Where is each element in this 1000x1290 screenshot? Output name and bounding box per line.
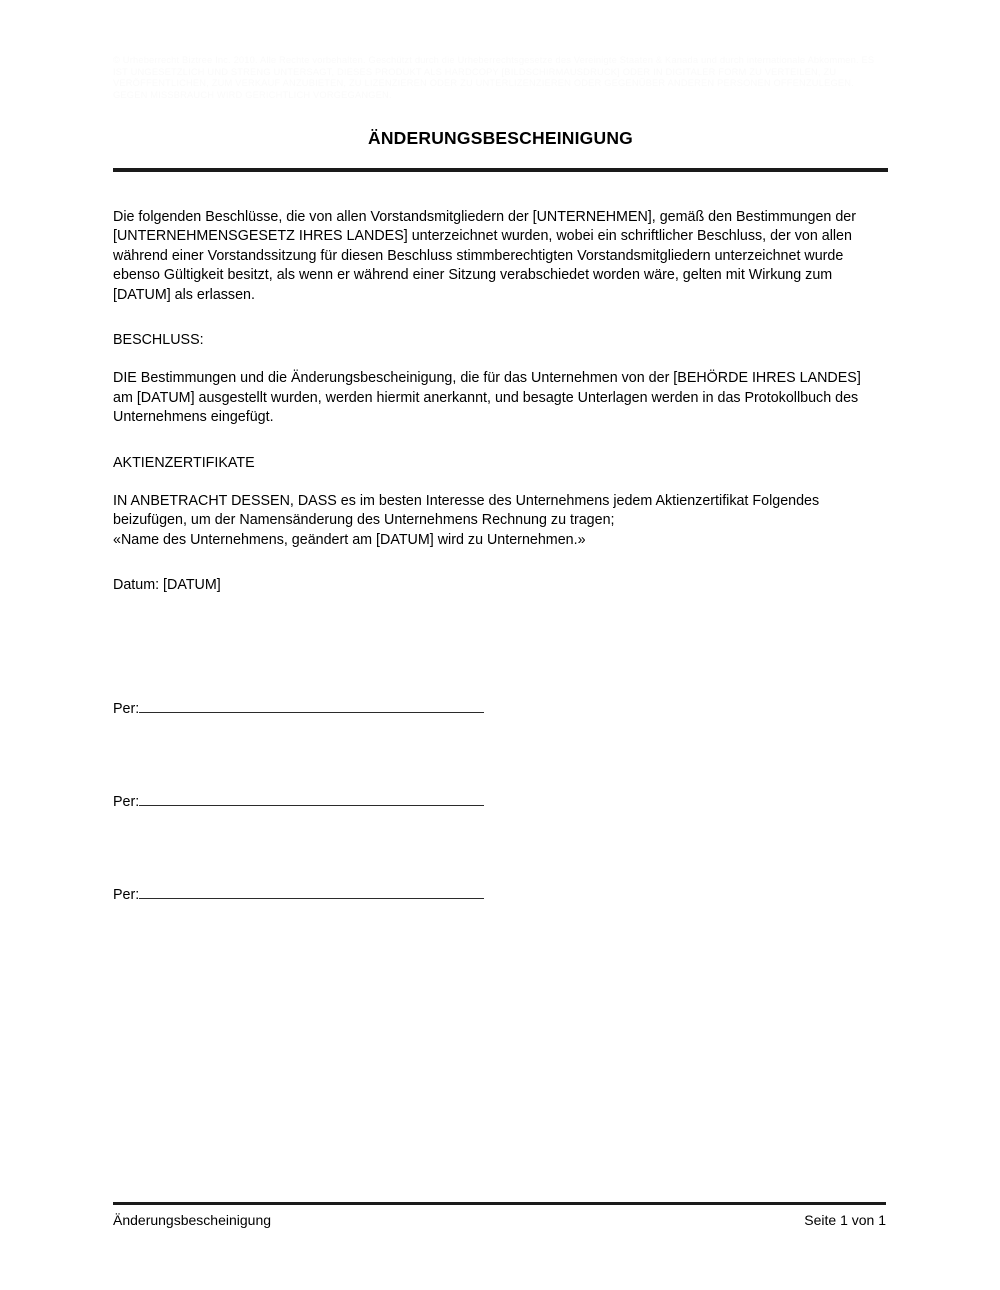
signature-line[interactable]	[139, 698, 484, 713]
intro-paragraph: Die folgenden Beschlüsse, die von allen Vorstandsmitgliedern der [UNTERNEHMEN], gemäß den Bestimmungen der [UNTERNEHMENSGESETZ IHRES LANDES] unterzeichnet wurden, wobei ein schriftlicher Beschluss, der von allen während einer Vorstandssitzung für diesen Beschluss stimmberechtigten Vorstandsmitgliedern unterzeichnet wurde ebenso Gültigkeit besitzt, als wenn er während einer Sitzung verabschiedet worden wäre, gelten mit Wirkung zum [DATUM] als erlassen.	[113, 209, 857, 303]
certificates-heading: AKTIENZERTIFIKATE	[113, 454, 255, 471]
signature-label: Per:	[113, 887, 140, 903]
resolution-heading: BESCHLUSS:	[113, 332, 204, 349]
certificates-paragraph-line-1: IN ANBETRACHT DESSEN, DASS es im besten Interesse des Unternehmens jedem Aktienzertifikat Folgendes beizufügen, um der Namensänderung des Unternehmens Rechnung zu tragen;	[113, 493, 820, 529]
signature-row	[113, 791, 873, 813]
footer-divider	[113, 1202, 886, 1205]
resolution-paragraph: DIE Bestimmungen und die Änderungsbescheinigung, die für das Unternehmen von der [BEHÖRDE IHRES LANDES] am [DATUM] ausgestellt wurden, werden hiermit anerkannt, und besagte Unterlagen werden in das Protokollbuch des Unternehmens eingefügt.	[113, 370, 861, 426]
date-line: Datum: [DATUM]	[113, 577, 221, 594]
signature-row	[113, 698, 873, 720]
signature-line[interactable]	[139, 884, 484, 899]
footer-document-name: Änderungsbescheinigung	[113, 1212, 272, 1228]
title-divider	[113, 168, 888, 172]
document-body	[113, 208, 873, 596]
certificates-paragraph-line-2: «Name des Unternehmens, geändert am [DATUM] wird zu Unternehmen.»	[113, 531, 586, 548]
signature-block	[113, 698, 873, 906]
signature-line[interactable]	[139, 791, 484, 806]
copyright-notice: © Urheberrecht Biztree Inc. 2010. Alle Rechte vorbehalten. Geschützt durch die Urheberrechtsgesetze des Vereinigte Staaten & Kanada und durch internationale Abkommen. ES IST UNGESETZLICH UND STRENG UNTERSAGT, DIESES PRODUKT ALS HARDCOPY [BILDSCHIRMAUSDRUCK] ODER IN DIGITALER FORM ZU VERTEILEN, ZU VERÖFFENTLICHEN, ZUM VERKAUF ANZUBIETEN, ZU LIZENZIEREN ODER ZU UNTERLIZENZIEREN ODER GEGENÜBER ANDEREN PERSONEN OFFENZULEGEN. GEGEN MISSBRAUCH WIRD GERICHTLICH VORGEGANGEN.	[113, 55, 875, 100]
page-title: ÄNDERUNGSBESCHEINIGUNG	[368, 128, 633, 148]
signature-label: Per:	[113, 701, 140, 717]
signature-label: Per:	[113, 794, 140, 810]
footer-page-number: Seite 1 von 1	[804, 1212, 886, 1228]
signature-row	[113, 884, 873, 906]
page-footer	[113, 1211, 886, 1230]
